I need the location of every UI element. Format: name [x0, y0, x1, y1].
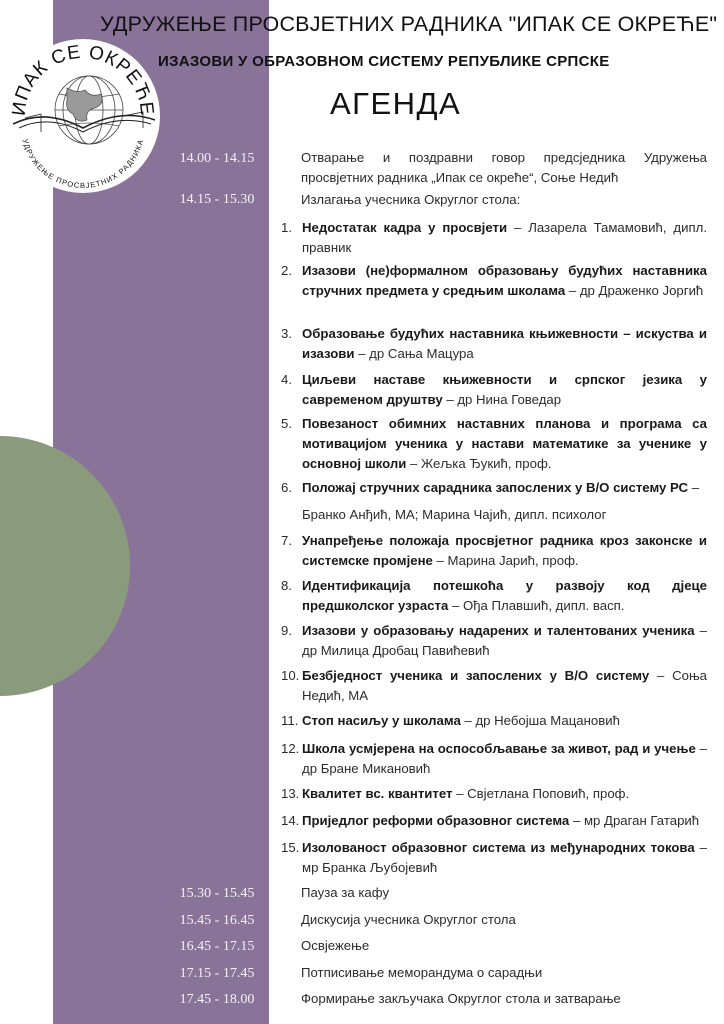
item-number: 8.	[281, 578, 292, 593]
item-author: – др Сања Мацура	[354, 346, 474, 361]
item-author: – Соња Недић, МА	[302, 668, 707, 703]
item-number: 15.	[281, 840, 300, 855]
item-number: 7.	[281, 533, 292, 548]
list-item	[281, 576, 707, 616]
item-author: – Марина Јарић, проф.	[432, 553, 579, 568]
organization-logo	[5, 38, 161, 194]
item-title: Изазови (не)формалном образовању будућих наставника стручних предмета у средњим школама	[302, 263, 707, 298]
item-title: Квалитет вс. квантитет	[302, 786, 453, 801]
schedule-item: Освјежење	[301, 938, 370, 953]
item-author: – др Драженко Јоргић	[565, 283, 704, 298]
item-number: 1.	[281, 220, 292, 235]
time-refreshment: 16.45 - 17.15	[179, 939, 255, 954]
item-number: 10.	[281, 668, 300, 683]
item-title: Повезаност обимних наставних планова и програма са мотивацијом ученика у настави математике за ученике у основној школи	[302, 416, 707, 471]
item-number: 4.	[281, 372, 292, 387]
time-break: 15.30 - 15.45	[179, 886, 255, 901]
item-author: – Свјетлана Поповић, проф.	[452, 786, 630, 801]
logo-top-text: ИПАК СЕ ОКРЕЋЕ	[8, 41, 158, 117]
item-number: 14.	[281, 813, 300, 828]
item-author: – др Бране Микановић	[302, 741, 707, 776]
schedule-item: Потписивање меморандума о сарадњи	[301, 965, 543, 980]
list-item	[281, 505, 707, 525]
item-title: Школа усмјерена на оспособљавање за живот, рад и учење	[302, 741, 696, 756]
item-number: 3.	[281, 326, 292, 341]
item-number: 9.	[281, 623, 292, 638]
list-item	[281, 414, 707, 474]
item-number: 6.	[281, 480, 292, 495]
item-number: 12.	[281, 741, 300, 756]
item-author: – Ођа Плавшић, дипл. васп.	[448, 598, 625, 613]
list-item	[281, 324, 707, 364]
list-item	[281, 621, 707, 661]
item-title: Положај стручних сарадника запослених у В/О систему РС	[302, 480, 689, 495]
list-item	[281, 370, 707, 410]
list-item	[281, 838, 707, 878]
time-closing: 17.45 - 18.00	[179, 992, 255, 1007]
opening-text: Отварање и поздравни говор предсједника Удружења просвјетних радника „Ипак се окреће“, Соње Недић	[301, 150, 707, 185]
event-subtitle: ИЗАЗОВИ У ОБРАЗОВНОМ СИСТЕМУ РЕПУБЛИКЕ СРПСКЕ	[158, 53, 610, 70]
item-author: –	[688, 480, 700, 495]
list-item	[281, 711, 707, 731]
list-item	[281, 531, 707, 571]
list-item	[281, 784, 707, 804]
logo-bottom-text: УДРУЖЕЊЕ ПРОСВЈЕТНИХ РАДНИКА	[20, 137, 146, 191]
item-title: Стоп насиљу у школама	[302, 713, 461, 728]
schedule-item: Формирање закључака Округлог стола и затварање	[301, 991, 621, 1006]
list-item	[281, 478, 707, 498]
list-item	[281, 261, 707, 301]
item-author: – Лазарела Тамамовић, дипл. правник	[302, 220, 707, 255]
item-title: Образовање будућих наставника књижевности – искуства и изазови	[302, 326, 707, 361]
item-title: Циљеви наставе књижевности и српског језика у савременом друштву	[302, 372, 707, 407]
time-talks: 14.15 - 15.30	[179, 192, 255, 207]
item-author: – др Нина Говедар	[442, 392, 562, 407]
agenda-heading: АГЕНДА	[330, 86, 462, 121]
list-item	[281, 739, 707, 779]
item-title: Унапређење положаја просвјетног радника кроз законске и системске промјене	[302, 533, 707, 568]
time-memorandum: 17.15 - 17.45	[179, 966, 255, 981]
list-item	[281, 666, 707, 706]
item-title: Недостатак кадра у просвјети	[302, 220, 508, 235]
item-number: 5.	[281, 416, 292, 431]
item-author: – мр Бранка Љубојевић	[302, 840, 707, 875]
time-opening: 14.00 - 14.15	[179, 151, 255, 166]
item-title: Безбједност ученика и запослених у В/О систему	[302, 668, 650, 683]
organization-title: УДРУЖЕЊЕ ПРОСВЈЕТНИХ РАДНИКА "ИПАК СЕ ОКРЕЋЕ"	[100, 12, 718, 36]
item-author: Бранко Анђић, МА; Марина Чајић, дипл. психолог	[302, 507, 607, 522]
item-number: 11.	[281, 713, 299, 728]
item-title: Изазови у образовању надарених и талентованих ученика	[302, 623, 695, 638]
list-item	[281, 811, 707, 831]
item-number: 2.	[281, 263, 292, 278]
item-author: – мр Драган Гатарић	[569, 813, 700, 828]
item-author: – др Небојша Мацановић	[460, 713, 620, 728]
item-title: Идентификација потешкоћа у развоју код дјеце предшколског узраста	[302, 578, 707, 613]
schedule-item: Дискусија учесника Округлог стола	[301, 912, 516, 927]
talks-intro: Излагања учесника Округлог стола:	[301, 192, 521, 207]
item-author: – Жељка Ђукић, проф.	[406, 456, 552, 471]
item-title: Приједлог реформи образовног система	[302, 813, 570, 828]
list-item	[281, 218, 707, 258]
item-number: 13.	[281, 786, 300, 801]
schedule-item: Пауза за кафу	[301, 885, 390, 900]
item-author: – др Милица Дробац Павићевић	[302, 623, 707, 658]
item-title: Изолованост образовног система из међународних токова	[302, 840, 695, 855]
time-discussion: 15.45 - 16.45	[179, 913, 255, 928]
